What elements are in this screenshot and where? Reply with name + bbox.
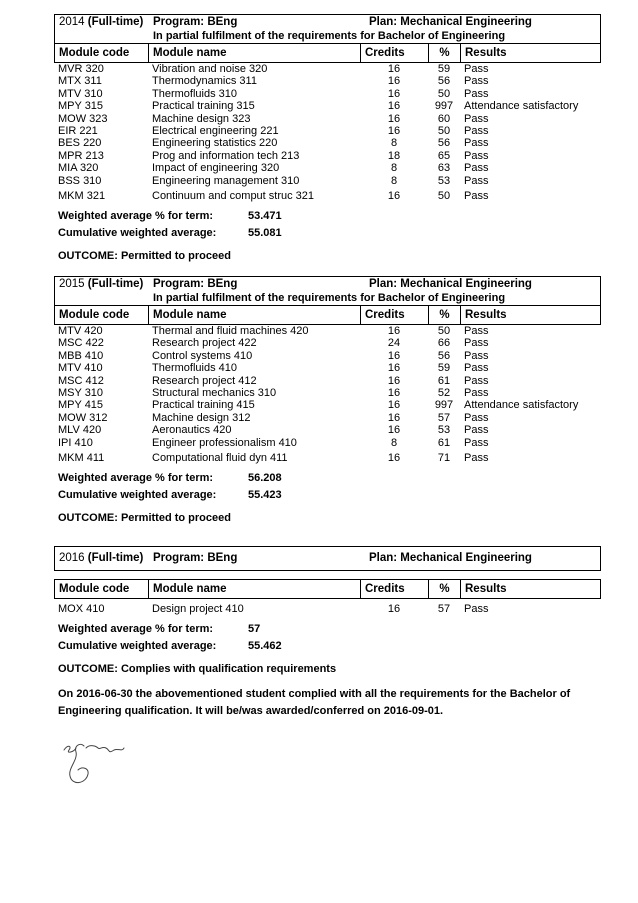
module-name-cell: Design project 410: [152, 603, 244, 615]
module-code-cell: MSC 422: [58, 337, 104, 350]
percent-cell: 61: [437, 374, 451, 387]
module-code-cell: MPY 315: [58, 100, 104, 113]
percent-cell: 71: [437, 451, 451, 464]
result-cell: Pass: [464, 189, 489, 202]
module-code-cell: MTX 311: [58, 75, 102, 88]
module-row: [54, 175, 600, 187]
module-row: [54, 437, 600, 449]
program-label: Program: BEng: [153, 16, 238, 28]
fulfilment-note: In partial fulfilment of the requirements for Bachelor of Engineering: [153, 30, 506, 42]
module-code-cell: MTV 410: [58, 362, 103, 375]
module-row: [54, 387, 600, 399]
module-name-cell: Computational fluid dyn 411: [152, 451, 288, 464]
module-row: [54, 100, 600, 112]
module-rows: [54, 603, 600, 615]
percent-cell: 50: [437, 124, 451, 137]
credits-cell: 16: [387, 75, 401, 88]
percent-cell: 53: [437, 174, 451, 187]
percent-cell: 997: [434, 100, 454, 113]
col-percent: %: [429, 44, 461, 62]
result-cell: Attendance satisfactory: [464, 399, 579, 412]
module-row: [54, 325, 600, 337]
credits-cell: 18: [387, 149, 401, 162]
credits-cell: 8: [390, 137, 398, 150]
percent-cell: 60: [437, 112, 451, 125]
result-cell: Pass: [464, 162, 489, 175]
credits-cell: 16: [387, 124, 401, 137]
module-row: [54, 150, 600, 162]
term-block-2014: [54, 14, 600, 276]
module-code-cell: MTV 420: [58, 325, 103, 337]
module-rows: [54, 325, 600, 464]
credits-cell: 16: [387, 87, 401, 100]
module-name-cell: Research project 422: [152, 337, 257, 350]
percent-cell: 50: [437, 87, 451, 100]
final-statement: On 2016-06-30 the abovementioned student complied with all the requirements for the Bachelor of Engineering qualification. It will be/was awarded/conferred on 2016-09-01.: [58, 688, 571, 718]
module-row: [54, 603, 600, 615]
credits-cell: 16: [387, 189, 401, 202]
weighted-average: Weighted average % for term: 57: [54, 621, 600, 638]
percent-cell: 57: [437, 411, 451, 424]
weighted-average-value: 57: [248, 623, 261, 636]
credits-cell: 16: [387, 325, 401, 337]
module-row: [54, 125, 600, 137]
module-code-cell: MPR 213: [58, 149, 104, 162]
col-module-code: Module code: [55, 44, 149, 62]
module-code-cell: EIR 221: [58, 124, 98, 137]
module-code-cell: MIA 320: [58, 162, 99, 175]
credits-cell: 16: [387, 399, 401, 412]
col-credits: Credits: [361, 306, 429, 324]
credits-cell: 16: [387, 603, 401, 615]
module-code-cell: MLV 420: [58, 424, 102, 437]
col-percent: %: [429, 580, 461, 598]
percent-cell: 65: [437, 149, 451, 162]
percent-cell: 56: [437, 75, 451, 88]
module-rows: [54, 63, 600, 202]
signature-image: [62, 740, 142, 788]
module-name-cell: Machine design 323: [152, 112, 251, 125]
percent-cell: 50: [437, 325, 451, 337]
transcript-page: [54, 14, 600, 720]
plan-label: Plan: Mechanical Engineering: [369, 278, 532, 290]
module-code-cell: MBB 410: [58, 349, 104, 362]
module-name-cell: Machine design 312: [152, 411, 251, 424]
result-cell: Pass: [464, 63, 489, 75]
col-credits: Credits: [361, 580, 429, 598]
module-code-cell: MOW 323: [58, 112, 108, 125]
program-label: Program: BEng: [153, 552, 238, 564]
program-label: Program: BEng: [153, 278, 238, 290]
percent-cell: 56: [437, 137, 451, 150]
module-name-cell: Aeronautics 420: [152, 424, 232, 437]
column-headers: [54, 306, 601, 325]
result-cell: Pass: [464, 325, 489, 337]
term-block-2015: [54, 276, 600, 546]
module-name-cell: Thermofluids 310: [152, 87, 237, 100]
weighted-average: Weighted average % for term: 53.471: [54, 208, 600, 225]
cumulative-average: Cumulative weighted average: 55.423: [54, 487, 600, 504]
credits-cell: 16: [387, 112, 401, 125]
result-cell: Pass: [464, 362, 489, 375]
module-name-cell: Thermal and fluid machines 420: [152, 325, 309, 337]
module-row: [54, 88, 600, 100]
module-name-cell: Control systems 410: [152, 349, 253, 362]
module-code-cell: MKM 321: [58, 189, 106, 202]
credits-cell: 8: [390, 436, 398, 449]
result-cell: Pass: [464, 386, 489, 399]
outcome-text: OUTCOME: Permitted to proceed: [58, 512, 231, 525]
module-row: [54, 350, 600, 362]
term-label: 2015 (Full-time): [59, 278, 144, 290]
module-name-cell: Thermofluids 410: [152, 362, 237, 375]
term-label: 2016 (Full-time): [59, 552, 144, 564]
term-header: [54, 546, 601, 571]
credits-cell: 16: [387, 349, 401, 362]
module-name-cell: Prog and information tech 213: [152, 149, 300, 162]
cumulative-average: Cumulative weighted average: 55.462: [54, 638, 600, 655]
module-code-cell: MOW 312: [58, 411, 108, 424]
credits-cell: 16: [387, 451, 401, 464]
term-block-2016: [54, 546, 600, 720]
module-name-cell: Thermodynamics 311: [152, 75, 257, 88]
credits-cell: 16: [387, 424, 401, 437]
credits-cell: 24: [387, 337, 401, 350]
module-name-cell: Engineering statistics 220: [152, 137, 278, 150]
col-results: Results: [465, 47, 507, 59]
module-code-cell: MPY 415: [58, 399, 104, 412]
weighted-average: Weighted average % for term: 56.208: [54, 470, 600, 487]
result-cell: Pass: [464, 112, 489, 125]
module-row: [54, 375, 600, 387]
module-row: [54, 113, 600, 125]
module-code-cell: MSY 310: [58, 386, 104, 399]
column-headers: [54, 44, 601, 63]
module-code-cell: BES 220: [58, 137, 102, 150]
plan-label: Plan: Mechanical Engineering: [369, 552, 532, 564]
percent-cell: 59: [437, 362, 451, 375]
percent-cell: 66: [437, 337, 451, 350]
result-cell: Pass: [464, 149, 489, 162]
module-row: [54, 424, 600, 436]
module-name-cell: Electrical engineering 221: [152, 124, 279, 137]
module-name-cell: Engineering management 310: [152, 174, 300, 187]
module-name-cell: Engineer professionalism 410: [152, 436, 297, 449]
module-row: [54, 452, 600, 464]
cumulative-average-value: 55.081: [248, 227, 282, 240]
module-code-cell: MVR 320: [58, 63, 104, 75]
module-code-cell: IPI 410: [58, 436, 93, 449]
credits-cell: 16: [387, 362, 401, 375]
module-name-cell: Impact of engineering 320: [152, 162, 280, 175]
module-row: [54, 362, 600, 374]
weighted-average-value: 56.208: [248, 472, 282, 485]
col-results: Results: [465, 583, 507, 595]
module-name-cell: Research project 412: [152, 374, 257, 387]
percent-cell: 57: [437, 603, 451, 615]
percent-cell: 61: [437, 436, 451, 449]
cumulative-average: Cumulative weighted average: 55.081: [54, 225, 600, 242]
result-cell: Pass: [464, 451, 489, 464]
credits-cell: 16: [387, 411, 401, 424]
credits-cell: 16: [387, 63, 401, 75]
percent-cell: 50: [437, 189, 451, 202]
column-headers: [54, 579, 601, 599]
col-module-name: Module name: [149, 306, 361, 324]
cumulative-average-value: 55.423: [248, 489, 282, 502]
module-row: [54, 63, 600, 75]
credits-cell: 16: [387, 100, 401, 113]
result-cell: Pass: [464, 349, 489, 362]
col-results: Results: [465, 309, 507, 321]
result-cell: Pass: [464, 424, 489, 437]
percent-cell: 56: [437, 349, 451, 362]
module-row: [54, 337, 600, 349]
credits-cell: 16: [387, 386, 401, 399]
percent-cell: 997: [434, 399, 454, 412]
percent-cell: 59: [437, 63, 451, 75]
module-code-cell: MSC 412: [58, 374, 104, 387]
module-name-cell: Practical training 315: [152, 100, 255, 113]
percent-cell: 53: [437, 424, 451, 437]
module-name-cell: Practical training 415: [152, 399, 255, 412]
result-cell: Pass: [464, 411, 489, 424]
result-cell: Pass: [464, 124, 489, 137]
result-cell: Pass: [464, 603, 489, 615]
percent-cell: 63: [437, 162, 451, 175]
result-cell: Pass: [464, 174, 489, 187]
module-name-cell: Vibration and noise 320: [152, 63, 268, 75]
col-percent: %: [429, 306, 461, 324]
col-module-name: Module name: [149, 44, 361, 62]
module-code-cell: MTV 310: [58, 87, 103, 100]
result-cell: Pass: [464, 374, 489, 387]
result-cell: Attendance satisfactory: [464, 100, 579, 113]
col-module-code: Module code: [55, 306, 149, 324]
result-cell: Pass: [464, 87, 489, 100]
result-cell: Pass: [464, 436, 489, 449]
credits-cell: 16: [387, 374, 401, 387]
credits-cell: 8: [390, 162, 398, 175]
term-header: [54, 276, 601, 306]
outcome-text: OUTCOME: Complies with qualification requirements: [58, 663, 337, 676]
cumulative-average-value: 55.462: [248, 640, 282, 653]
module-row: [54, 162, 600, 174]
module-row: [54, 412, 600, 424]
module-code-cell: MKM 411: [58, 451, 105, 464]
module-name-cell: Continuum and comput struc 321: [152, 189, 315, 202]
percent-cell: 52: [437, 386, 451, 399]
module-code-cell: MOX 410: [58, 603, 105, 615]
plan-label: Plan: Mechanical Engineering: [369, 16, 532, 28]
credits-cell: 8: [390, 174, 398, 187]
module-code-cell: BSS 310: [58, 174, 102, 187]
term-label: 2014 (Full-time): [59, 16, 144, 28]
module-row: [54, 137, 600, 149]
fulfilment-note: In partial fulfilment of the requirements for Bachelor of Engineering: [153, 292, 506, 304]
term-header: [54, 14, 601, 44]
col-module-code: Module code: [55, 580, 149, 598]
result-cell: Pass: [464, 337, 489, 350]
module-row: [54, 399, 600, 411]
weighted-average-value: 53.471: [248, 210, 282, 223]
module-name-cell: Structural mechanics 310: [152, 386, 277, 399]
module-row: [54, 75, 600, 87]
result-cell: Pass: [464, 137, 489, 150]
col-credits: Credits: [361, 44, 429, 62]
module-row: [54, 190, 600, 202]
outcome-text: OUTCOME: Permitted to proceed: [58, 250, 231, 263]
result-cell: Pass: [464, 75, 489, 88]
col-module-name: Module name: [149, 580, 361, 598]
